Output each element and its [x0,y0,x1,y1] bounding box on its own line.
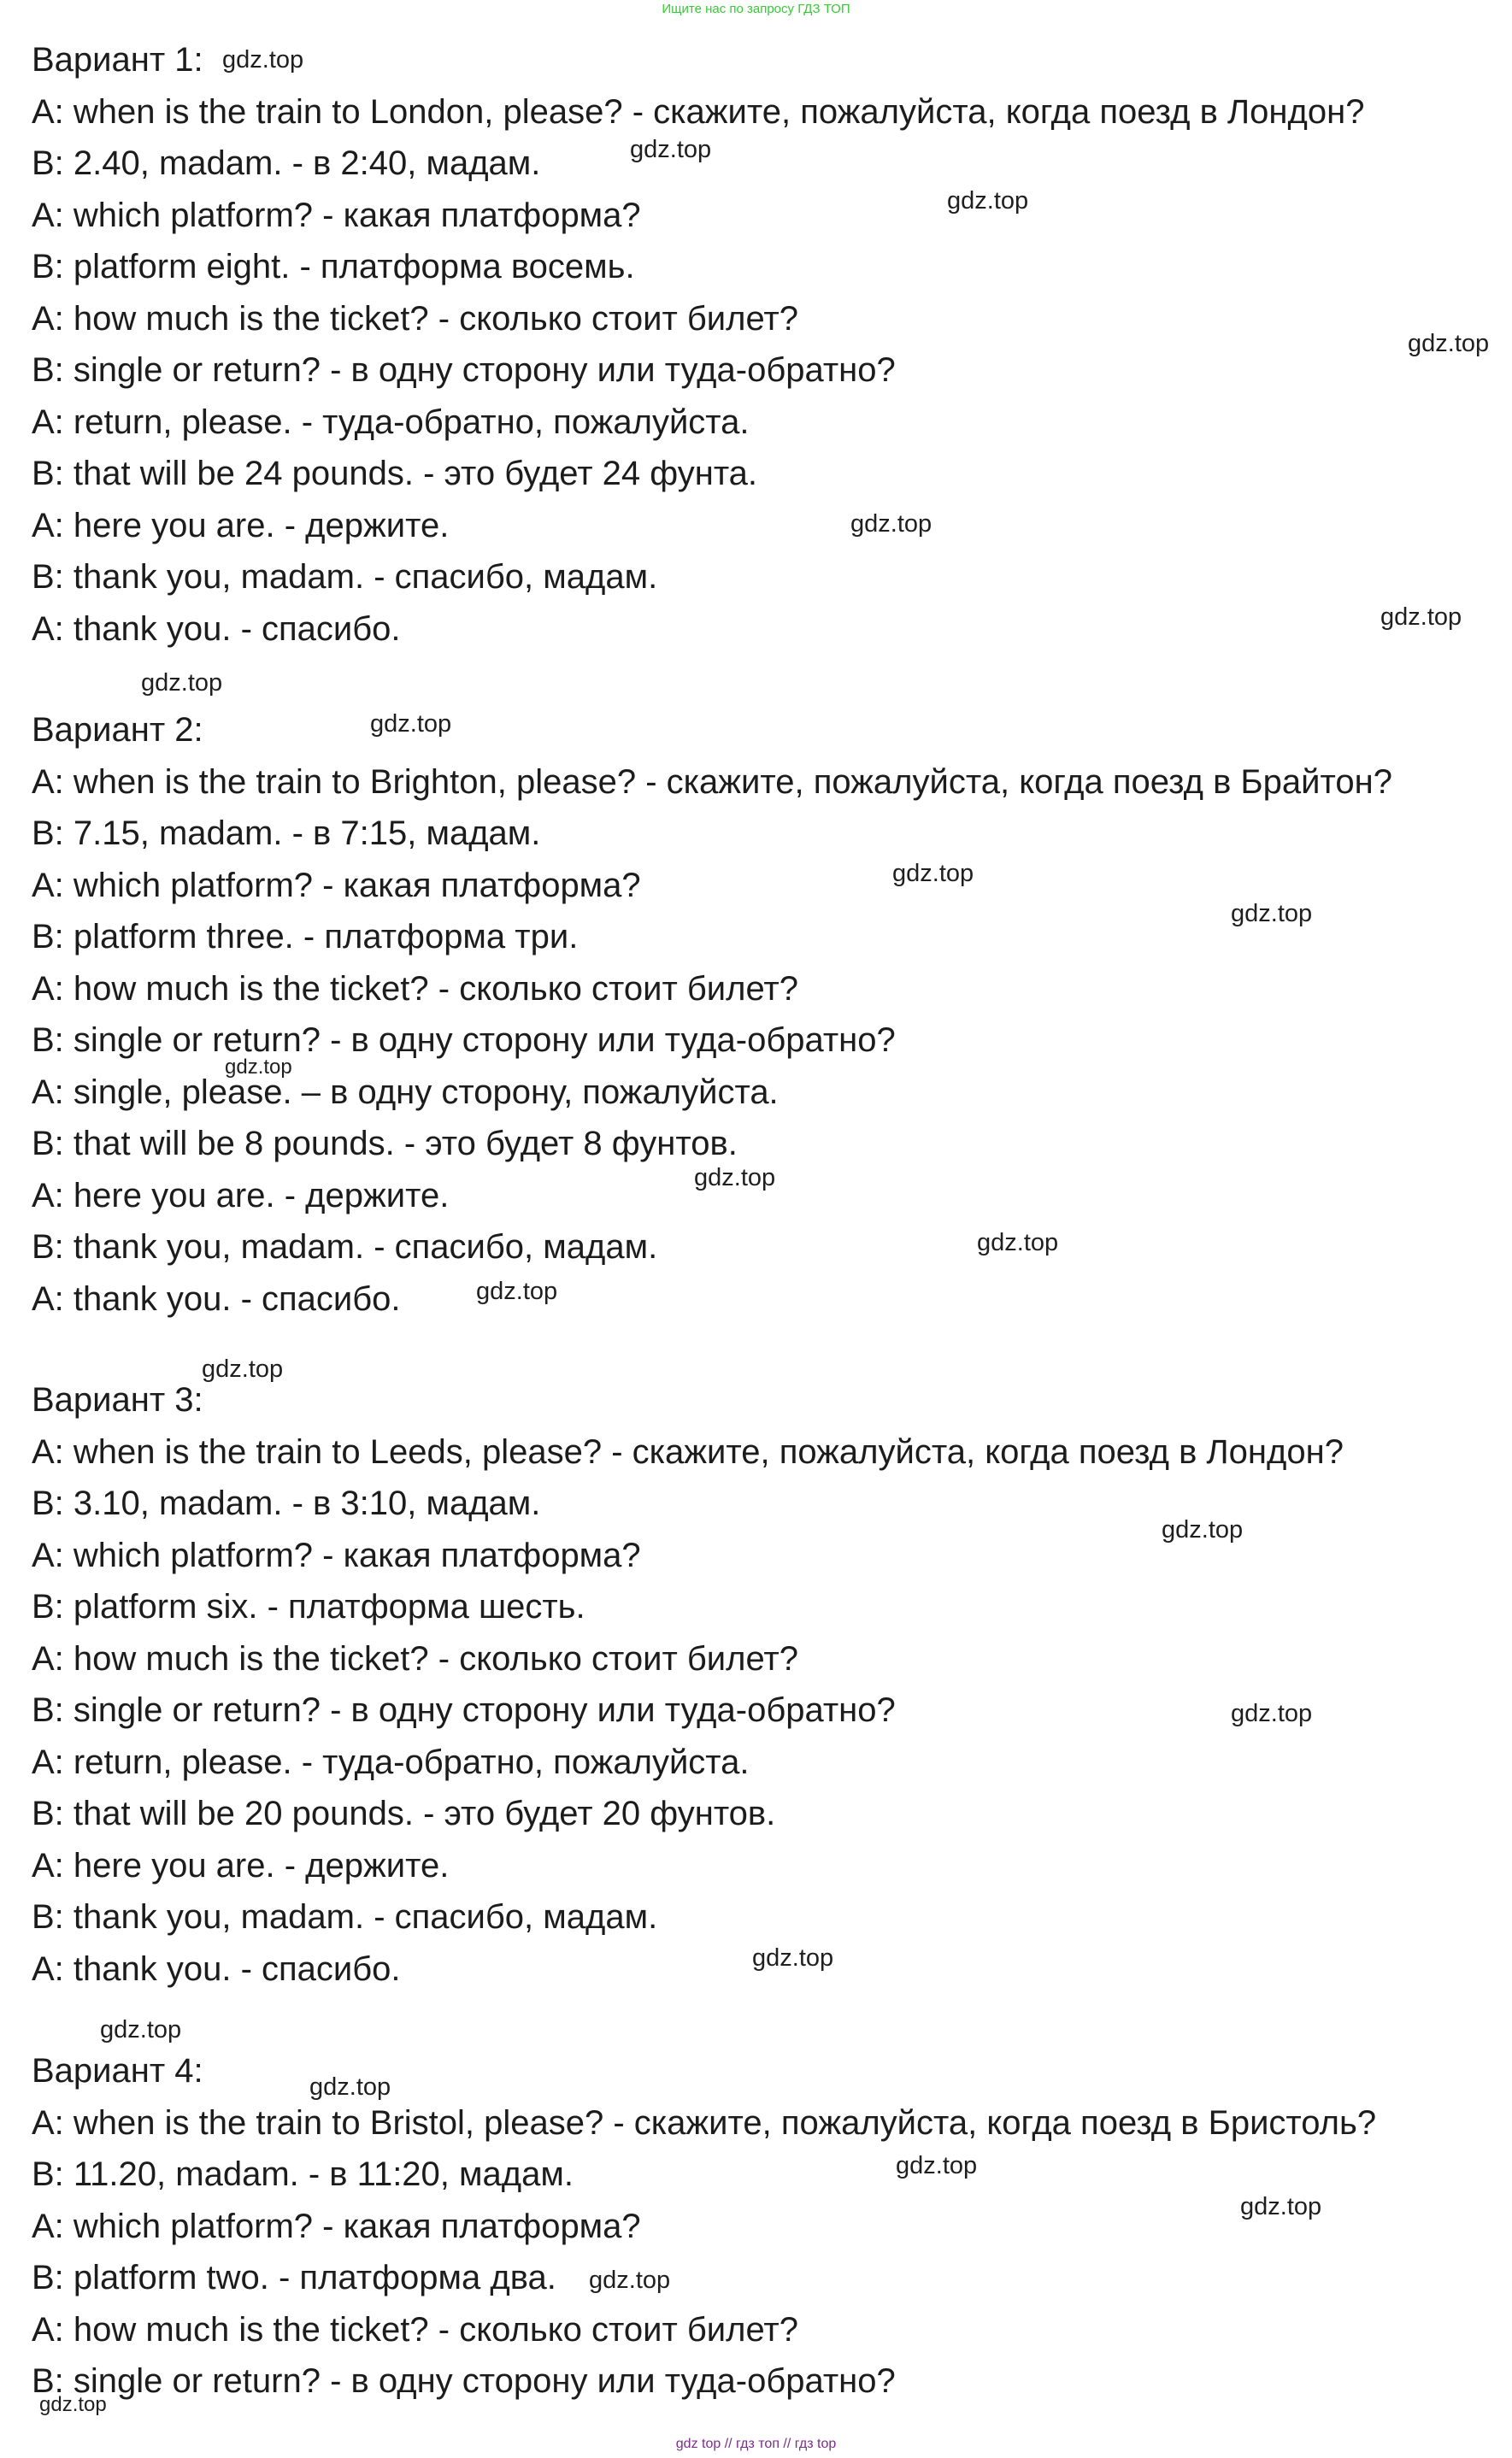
watermark: gdz.top [1231,900,1313,927]
dialog-line: B: single or return? - в одну сторону или туда-обратно? [32,1021,896,1059]
dialog-line: A: thank you. - спасибо. [32,609,401,648]
dialog-line: B: platform eight. - платформа восемь. [32,248,635,285]
top-search-banner: Ищите нас по запросу ГДЗ ТОП [662,2,850,16]
dialog-line: A: here you are. - держите. [32,506,450,544]
watermark: gdz.top [947,187,1029,215]
dialog-line: A: when is the train to Bristol, please? - скажите, пожалуйста, когда поезд в Бристоль? [32,2103,1377,2142]
dialog-line: A: how much is the ticket? - сколько стоит билет? [32,969,798,1008]
dialog-line: A: here you are. - держите. [32,1846,450,1885]
dialog-line: A: which platform? - какая платформа? [32,2207,641,2245]
dialog-line: A: which platform? - какая платформа? [32,866,641,904]
watermark: gdz.top [1231,1700,1313,1727]
watermark: gdz.top [100,2016,182,2043]
watermark: gdz.top [630,136,712,163]
dialog-line: A: when is the train to Brighton, please? - скажите, пожалуйста, когда поезд в Брайтон? [32,762,1392,801]
dialog-line: B: single or return? - в одну сторону или туда-обратно? [32,351,896,389]
dialog-line: A: how much is the ticket? - сколько стоит билет? [32,299,798,338]
dialog-line: A: when is the train to Leeds, please? - скажите, пожалуйста, когда поезд в Лондон? [32,1432,1344,1471]
watermark: gdz.top [1380,603,1462,631]
watermark: gdz.top [202,1355,284,1383]
watermark: gdz.top [141,669,223,697]
watermark: gdz.top [222,46,304,74]
dialog-line: B: platform three. - платформа три. [32,918,579,956]
dialog-line: A: how much is the ticket? - сколько стоит билет? [32,1639,798,1678]
dialog-line: A: thank you. - спасибо. [32,1949,401,1988]
watermark: gdz.top [1408,330,1490,357]
watermark: gdz.top [694,1164,776,1191]
bottom-banner: gdz top // гдз топ // гдз top [675,2437,837,2451]
dialog-line: B: 3.10, madam. - в 3:10, мадам. [32,1485,541,1522]
dialog-line: B: that will be 20 pounds. - это будет 20 фунтов. [32,1795,776,1832]
watermark: gdz.top [370,710,452,738]
watermark: gdz.top [476,1278,558,1305]
dialog-line: B: 2.40, madam. - в 2:40, мадам. [32,144,541,182]
watermark: gdz.top [39,2393,107,2416]
dialog-line: A: return, please. - туда-обратно, пожалуйста. [32,1743,750,1781]
dialog-line: B: that will be 8 pounds. - это будет 8 фунтов. [32,1125,738,1162]
dialog-line: B: platform two. - платформа два. [32,2259,556,2296]
watermark: gdz.top [850,510,932,538]
watermark: gdz.top [977,1229,1059,1256]
dialog-line: A: thank you. - спасибо. [32,1279,401,1318]
watermark: gdz.top [1240,2193,1322,2220]
watermark: gdz.top [896,2152,978,2179]
dialog-line: A: which platform? - какая платформа? [32,196,641,234]
dialog-line: B: platform six. - платформа шесть. [32,1588,585,1626]
dialog-line: B: single or return? - в одну сторону или туда-обратно? [32,1691,896,1729]
dialog-line: B: thank you, madam. - спасибо, мадам. [32,1898,658,1936]
dialog-line: B: thank you, madam. - спасибо, мадам. [32,1228,658,1266]
dialog-line: B: 11.20, madam. - в 11:20, мадам. [32,2155,574,2193]
watermark: gdz.top [752,1944,834,1972]
watermark: gdz.top [1162,1516,1244,1544]
watermark: gdz.top [225,1056,292,1079]
dialog-line: B: single or return? - в одну сторону или туда-обратно? [32,2362,896,2400]
variant-title: Вариант 4: [32,2052,203,2090]
dialog-line: A: return, please. - туда-обратно, пожалуйста. [32,403,750,441]
dialog-line: A: here you are. - держите. [32,1176,450,1214]
dialog-line: A: how much is the ticket? - сколько стоит билет? [32,2310,798,2349]
variant-title: Вариант 3: [32,1381,203,1419]
watermark: gdz.top [589,2267,671,2294]
dialog-line: B: thank you, madam. - спасибо, мадам. [32,558,658,596]
watermark: gdz.top [892,860,974,887]
dialog-line: B: 7.15, madam. - в 7:15, мадам. [32,814,541,852]
dialog-line: B: that will be 24 pounds. - это будет 24 фунта. [32,455,758,492]
dialog-line: A: single, please. – в одну сторону, пожалуйста. [32,1073,779,1111]
variant-title: Вариант 2: [32,711,203,749]
dialog-line: A: when is the train to London, please? - скажите, пожалуйста, когда поезд в Лондон? [32,92,1365,131]
dialog-line: A: which platform? - какая платформа? [32,1536,641,1574]
watermark: gdz.top [309,2073,391,2101]
variant-title: Вариант 1: [32,41,203,79]
